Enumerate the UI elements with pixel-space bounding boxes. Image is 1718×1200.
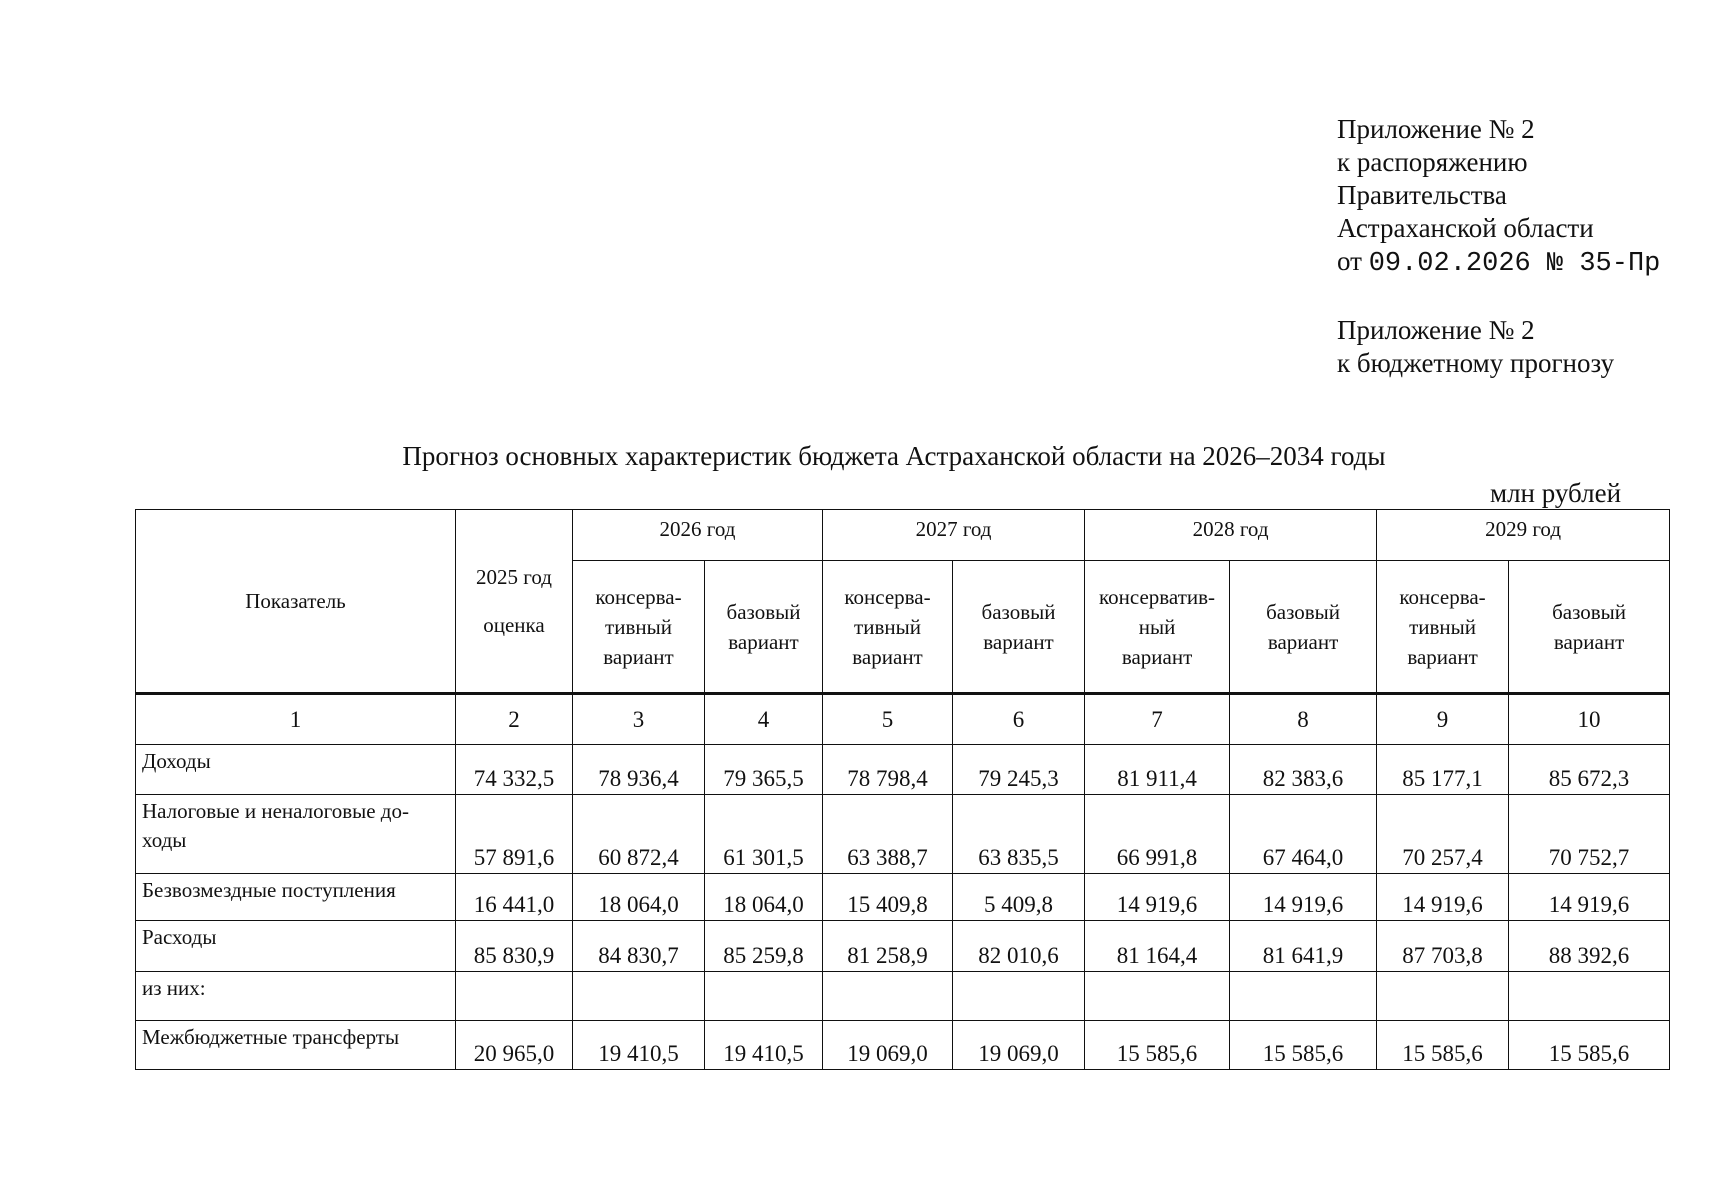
header-variant-line: вариант <box>1267 629 1339 654</box>
column-number: 1 <box>136 694 456 745</box>
header-variant-line: вариант <box>603 644 674 669</box>
header-variant-line: базовый <box>726 599 801 624</box>
header-variant-line: вариант <box>1553 629 1625 654</box>
table-cell: 84 830,7 <box>573 921 705 972</box>
table-cell: 85 177,1 <box>1377 745 1509 795</box>
header-variant-line: базовый <box>981 599 1056 624</box>
column-number: 9 <box>1377 694 1509 745</box>
header-variant-line: базовый <box>1266 599 1341 624</box>
table-row <box>136 921 1670 972</box>
header-year: 2027 год <box>823 510 1085 561</box>
row-label: из них: <box>136 972 456 1021</box>
table-cell: 19 410,5 <box>573 1021 705 1070</box>
table-cell <box>705 972 823 1021</box>
table-cell <box>1377 972 1509 1021</box>
attachment-line: Приложение № 2 <box>1337 114 1535 144</box>
header-variant-line: консерва- <box>595 584 682 609</box>
table-cell: 19 410,5 <box>705 1021 823 1070</box>
header-year-2025-sub: оценка <box>483 613 545 637</box>
table-cell: 15 585,6 <box>1377 1021 1509 1070</box>
column-number: 6 <box>953 694 1085 745</box>
header-variant-line: вариант <box>1121 644 1193 669</box>
column-number: 4 <box>705 694 823 745</box>
header-year-2025-label: 2025 год <box>476 565 552 589</box>
table-cell: 67 464,0 <box>1230 795 1377 874</box>
table-cell: 88 392,6 <box>1509 921 1670 972</box>
column-number: 2 <box>456 694 573 745</box>
table-row <box>136 1021 1670 1070</box>
column-number: 7 <box>1085 694 1230 745</box>
table-cell: 63 835,5 <box>953 795 1085 874</box>
header-variant-line: вариант <box>852 644 923 669</box>
table-cell: 63 388,7 <box>823 795 953 874</box>
header-variant-line: вариант <box>728 629 799 654</box>
attachment-block-order <box>1337 113 1660 281</box>
table-cell: 70 752,7 <box>1509 795 1670 874</box>
table-cell: 79 245,3 <box>953 745 1085 795</box>
header-variant-line: консерва- <box>1399 584 1486 609</box>
table-cell: 18 064,0 <box>705 874 823 921</box>
table-cell <box>1230 972 1377 1021</box>
table-cell <box>1509 972 1670 1021</box>
table-cell: 60 872,4 <box>573 795 705 874</box>
table-cell: 16 441,0 <box>456 874 573 921</box>
table-cell: 15 585,6 <box>1509 1021 1670 1070</box>
table-cell: 81 258,9 <box>823 921 953 972</box>
attachment-block-forecast <box>1337 314 1614 380</box>
table-cell: 14 919,6 <box>1377 874 1509 921</box>
row-label: Расходы <box>136 921 456 972</box>
header-variant <box>1509 561 1670 694</box>
column-number: 10 <box>1509 694 1670 745</box>
table-cell: 70 257,4 <box>1377 795 1509 874</box>
order-date-number: 09.02.2026 № 35-Пр <box>1368 249 1661 279</box>
header-variant-line: консерва- <box>844 584 931 609</box>
table-cell: 81 641,9 <box>1230 921 1377 972</box>
header-variant-line: ный <box>1138 614 1176 639</box>
table-cell: 85 259,8 <box>705 921 823 972</box>
header-variant-line: тивный <box>605 614 672 639</box>
header-variant-line: тивный <box>1409 614 1476 639</box>
order-date-line <box>1337 245 1660 281</box>
header-variant-line: базовый <box>1552 599 1627 624</box>
header-variant-line: консерватив- <box>1099 584 1216 609</box>
column-number: 8 <box>1230 694 1377 745</box>
column-number: 5 <box>823 694 953 745</box>
table-cell: 66 991,8 <box>1085 795 1230 874</box>
header-variant <box>1085 561 1230 694</box>
column-number-row <box>136 694 1670 745</box>
attachment-line: Правительства <box>1337 180 1507 210</box>
table-cell: 61 301,5 <box>705 795 823 874</box>
attachment-line: к бюджетному прогнозу <box>1337 348 1615 378</box>
table-cell: 82 010,6 <box>953 921 1085 972</box>
row-label: Доходы <box>136 745 456 795</box>
table-cell: 78 936,4 <box>573 745 705 795</box>
table-cell: 85 672,3 <box>1509 745 1670 795</box>
table-cell: 85 830,9 <box>456 921 573 972</box>
row-label: Налоговые и неналоговые до- ходы <box>136 795 456 874</box>
header-variant-line: тивный <box>854 614 921 639</box>
header-variant <box>573 561 705 694</box>
table-cell: 87 703,8 <box>1377 921 1509 972</box>
table-cell: 14 919,6 <box>1230 874 1377 921</box>
header-year-2025 <box>456 510 573 694</box>
header-year: 2029 год <box>1377 510 1670 561</box>
table-cell: 79 365,5 <box>705 745 823 795</box>
table-cell: 19 069,0 <box>823 1021 953 1070</box>
row-label: Межбюджетные трансферты <box>136 1021 456 1070</box>
budget-forecast-table <box>135 509 1670 1070</box>
table-cell <box>1085 972 1230 1021</box>
header-variant-line: вариант <box>1407 644 1478 669</box>
header-variant <box>953 561 1085 694</box>
table-cell: 74 332,5 <box>456 745 573 795</box>
table-cell: 14 919,6 <box>1085 874 1230 921</box>
document-title: Прогноз основных характеристик бюджета Астраханской области на 2026–2034 годы <box>402 441 1386 471</box>
header-year: 2026 год <box>573 510 823 561</box>
table-row <box>136 874 1670 921</box>
table-cell: 57 891,6 <box>456 795 573 874</box>
table-row <box>136 972 1670 1021</box>
table-cell: 78 798,4 <box>823 745 953 795</box>
attachment-line: Приложение № 2 <box>1337 315 1535 345</box>
table-cell: 81 164,4 <box>1085 921 1230 972</box>
row-label: Безвозмездные поступления <box>136 874 456 921</box>
attachment-line: Астраханской области <box>1337 213 1594 243</box>
table-cell: 15 409,8 <box>823 874 953 921</box>
table-cell <box>573 972 705 1021</box>
table-cell: 14 919,6 <box>1509 874 1670 921</box>
table-cell: 20 965,0 <box>456 1021 573 1070</box>
table-cell <box>823 972 953 1021</box>
header-variant <box>705 561 823 694</box>
table-cell: 5 409,8 <box>953 874 1085 921</box>
table-cell: 19 069,0 <box>953 1021 1085 1070</box>
header-year: 2028 год <box>1085 510 1377 561</box>
table-cell: 15 585,6 <box>1085 1021 1230 1070</box>
table-cell: 15 585,6 <box>1230 1021 1377 1070</box>
column-number: 3 <box>573 694 705 745</box>
header-variant <box>1230 561 1377 694</box>
table-row <box>136 795 1670 874</box>
date-prefix: от <box>1337 246 1362 276</box>
header-indicator: Показатель <box>136 510 456 694</box>
header-variant <box>823 561 953 694</box>
attachment-line: к распоряжению <box>1337 147 1528 177</box>
header-variant <box>1377 561 1509 694</box>
table-cell <box>953 972 1085 1021</box>
units-label: млн рублей <box>1490 478 1622 508</box>
table-cell <box>456 972 573 1021</box>
header-variant-line: вариант <box>983 629 1054 654</box>
table-row <box>136 745 1670 795</box>
table-cell: 82 383,6 <box>1230 745 1377 795</box>
table-cell: 18 064,0 <box>573 874 705 921</box>
table-cell: 81 911,4 <box>1085 745 1230 795</box>
